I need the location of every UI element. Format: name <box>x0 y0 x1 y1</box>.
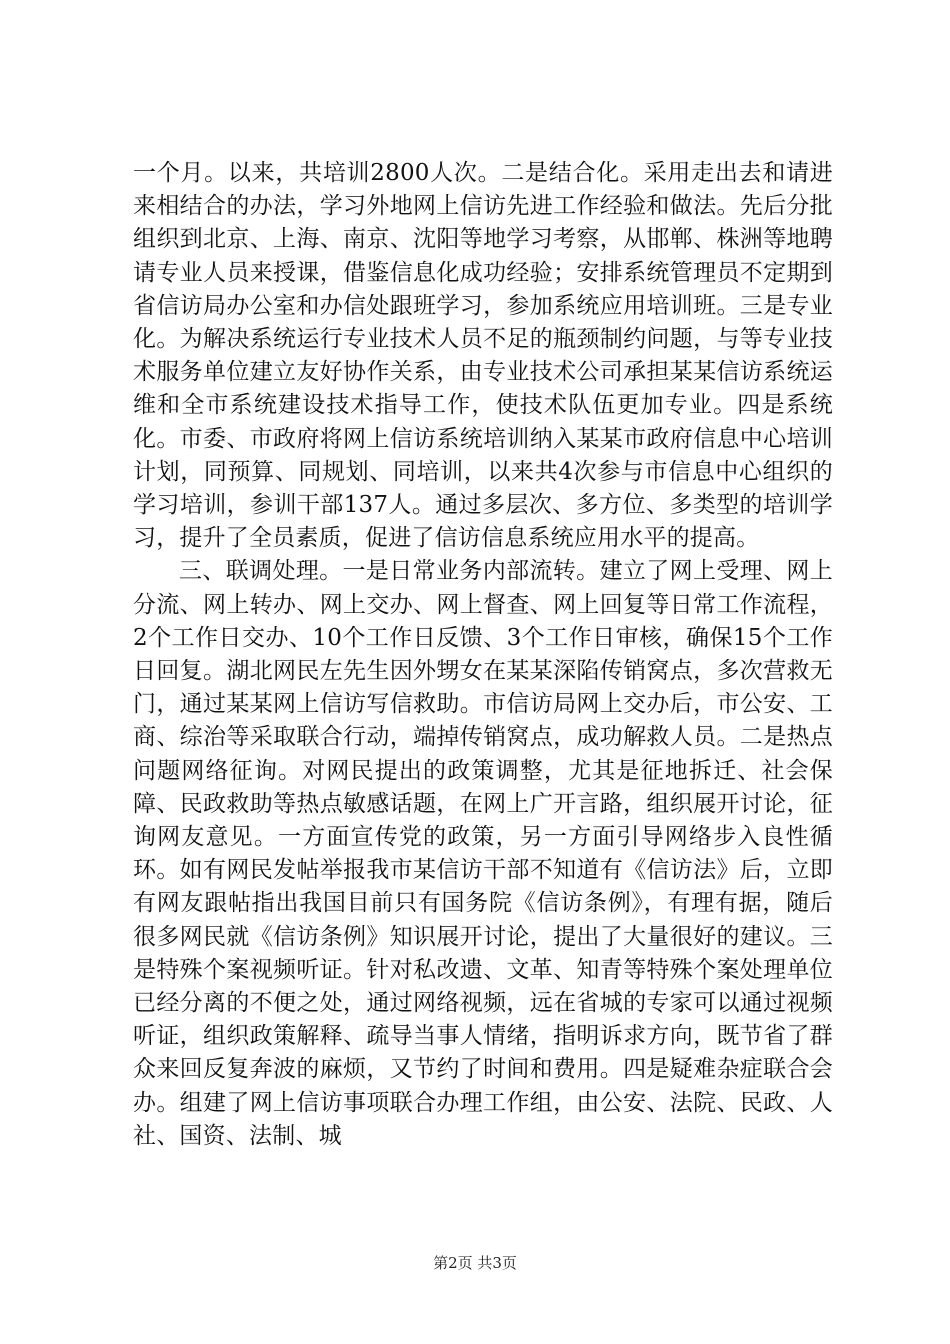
paragraph-2: 三、联调处理。一是日常业务内部流转。建立了网上受理、网上分流、网上转办、网上交办、网上督查、网上回复等日常工作流程，2个工作日交办、10个工作日反馈、3个工作日审核，确保15个工作日回复。湖北网民左先生因外甥女在某某深陷传销窝点，多次营救无门，通过某某网上信访写信救助。市信访局网上交办后，市公安、工商、综治等采取联合行动，端掉传销窝点，成功解救人员。二是热点问题网络征询。对网民提出的政策调整，尤其是征地拆迁、社会保障、民政救助等热点敏感话题，在网上广开言路，组织展开讨论，征询网友意见。一方面宣传党的政策，另一方面引导网络步入良性循环。如有网民发帖举报我市某信访干部不知道有《信访法》后，立即有网友跟帖指出我国目前只有国务院《信访条例》，有理有据，随后很多网民就《信访条例》知识展开讨论，提出了大量很好的建议。三是特殊个案视频听证。针对私改遗、文革、知青等特殊个案处理单位已经分离的不便之处，通过网络视频，远在省城的专家可以通过视频听证，组织政策解释、疏导当事人情绪，指明诉求方向，既节省了群众来回反复奔波的麻烦，又节约了时间和费用。四是疑难杂症联合会办。组建了网上信访事项联合办理工作组，由公安、法院、民政、人社、国资、法制、城 <box>133 558 833 1149</box>
page-footer: 第2页 共3页 <box>433 1254 517 1272</box>
paragraph-1: 一个月。以来，共培训2800人次。二是结合化。采用走出去和请进来相结合的办法，学习外地网上信访先进工作经验和做法。先后分批组织到北京、上海、南京、沈阳等地学习考察，从邯郸、株洲等地聘请专业人员来授课，借鉴信息化成功经验；安排系统管理员不定期到省信访局办公室和办信处跟班学习，参加系统应用培训班。三是专业化。为解决系统运行专业技术人员不足的瓶颈制约问题，与等专业技术服务单位建立友好协作关系，由专业技术公司承担某某信访系统运维和全市系统建设技术指导工作，使技术队伍更加专业。四是系统化。市委、市政府将网上信访系统培训纳入某某市政府信息中心培训计划，同预算、同规划、同培训，以来共4次参与市信息中心组织的学习培训，参训干部137人。通过多层次、多方位、多类型的培训学习，提升了全员素质，促进了信访信息系统应用水平的提高。 <box>133 160 833 552</box>
document-body <box>133 157 833 1153</box>
